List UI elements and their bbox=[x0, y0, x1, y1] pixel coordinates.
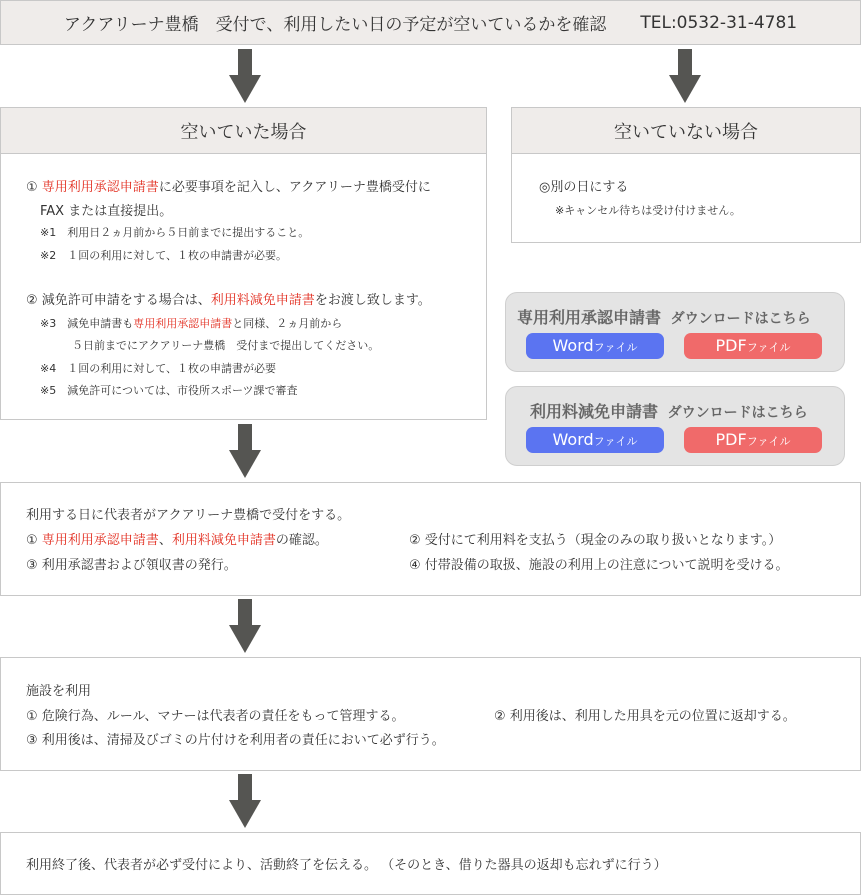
pdf-download-button[interactable]: PDF ファイル bbox=[684, 427, 822, 453]
unavailable-box bbox=[511, 153, 861, 243]
form-link-承認-note[interactable]: 専用利用承認申請書 bbox=[133, 317, 233, 330]
arrow-down-icon bbox=[229, 49, 261, 103]
reception-item-4: ④ 付帯設備の取扱、施設の利用上の注意について説明を受ける。 bbox=[409, 558, 789, 573]
note-3-cont: ５日前までにアクアリーナ豊橋 受付まで提出してください。 bbox=[72, 339, 380, 352]
top-banner-tel: TEL:0532-31-4781 bbox=[640, 12, 798, 33]
form-link-減免[interactable]: 利用料減免申請書 bbox=[210, 293, 315, 308]
arrow-down-icon bbox=[229, 774, 261, 828]
available-heading: 空いていた場合 bbox=[0, 107, 487, 154]
usage-item-3: ③ 利用後は、清掃及びゴミの片付けを利用者の責任において必ず行う。 bbox=[26, 733, 445, 748]
available-box bbox=[0, 153, 487, 420]
form-link-承認-reception[interactable]: 専用利用承認申請書 bbox=[41, 533, 159, 548]
arrow-down-icon bbox=[669, 49, 701, 103]
finish-box bbox=[0, 832, 861, 895]
download-panel-減免 bbox=[505, 386, 845, 466]
note-3: ※3 減免申請書も専用利用承認申請書と同様、２ヵ月前から bbox=[40, 317, 343, 330]
note-2: ※2 １回の利用に対して、１枚の申請書が必要。 bbox=[40, 249, 287, 262]
form-link-承認[interactable]: 専用利用承認申請書 bbox=[41, 180, 159, 195]
note-4: ※4 １回の利用に対して、１枚の申請書が必要 bbox=[40, 362, 276, 375]
note-1: ※1 利用日２ヵ月前から５日前までに提出すること。 bbox=[40, 226, 310, 239]
arrow-down-icon bbox=[229, 599, 261, 653]
download-title: 専用利用承認申請書 ダウンロードはこちら bbox=[517, 308, 811, 327]
pdf-download-button[interactable]: PDF ファイル bbox=[684, 333, 822, 359]
step1-line-a: ① 専用利用承認申請書に必要事項を記入し、アクアリーナ豊橋受付に bbox=[26, 180, 431, 195]
step1-line-b: FAX または直接提出。 bbox=[40, 204, 173, 219]
reception-box bbox=[0, 482, 861, 596]
reception-item-3: ③ 利用承認書および領収書の発行。 bbox=[26, 558, 237, 573]
reception-item-1: ① 専用利用承認申請書、利用料減免申請書の確認。 bbox=[26, 533, 328, 548]
reception-intro: 利用する日に代表者がアクアリーナ豊橋で受付をする。 bbox=[26, 508, 351, 523]
top-banner bbox=[0, 0, 861, 45]
note-5: ※5 減免許可については、市役所スポーツ課で審査 bbox=[40, 384, 298, 397]
download-panel-承認 bbox=[505, 292, 845, 372]
form-link-減免-reception[interactable]: 利用料減免申請書 bbox=[171, 533, 276, 548]
usage-box bbox=[0, 657, 861, 771]
usage-item-2: ② 利用後は、利用した用具を元の位置に返却する。 bbox=[494, 709, 796, 724]
download-title: 利用料減免申請書 ダウンロードはこちら bbox=[530, 402, 808, 421]
arrow-down-icon bbox=[229, 424, 261, 478]
top-banner-text: アクアリーナ豊橋 受付で、利用したい日の予定が空いているかを確認 bbox=[63, 15, 607, 35]
finish-text: 利用終了後、代表者が必ず受付により、活動終了を伝える。 （そのとき、借りた器具の返却も忘れずに行う） bbox=[26, 858, 667, 873]
usage-item-1: ① 危険行為、ルール、マナーは代表者の責任をもって管理する。 bbox=[26, 709, 405, 724]
step2-line: ② 減免許可申請をする場合は、利用料減免申請書をお渡し致します。 bbox=[26, 293, 431, 308]
word-download-button[interactable]: Word ファイル bbox=[526, 333, 664, 359]
word-download-button[interactable]: Word ファイル bbox=[526, 427, 664, 453]
unavailable-line-2: ※キャンセル待ちは受け付けません。 bbox=[555, 204, 741, 217]
usage-intro: 施設を利用 bbox=[26, 684, 92, 699]
unavailable-line-1: ◎別の日にする bbox=[539, 180, 629, 195]
unavailable-heading: 空いていない場合 bbox=[511, 107, 861, 154]
reception-item-2: ② 受付にて利用料を支払う（現金のみの取り扱いとなります。） bbox=[409, 533, 782, 548]
